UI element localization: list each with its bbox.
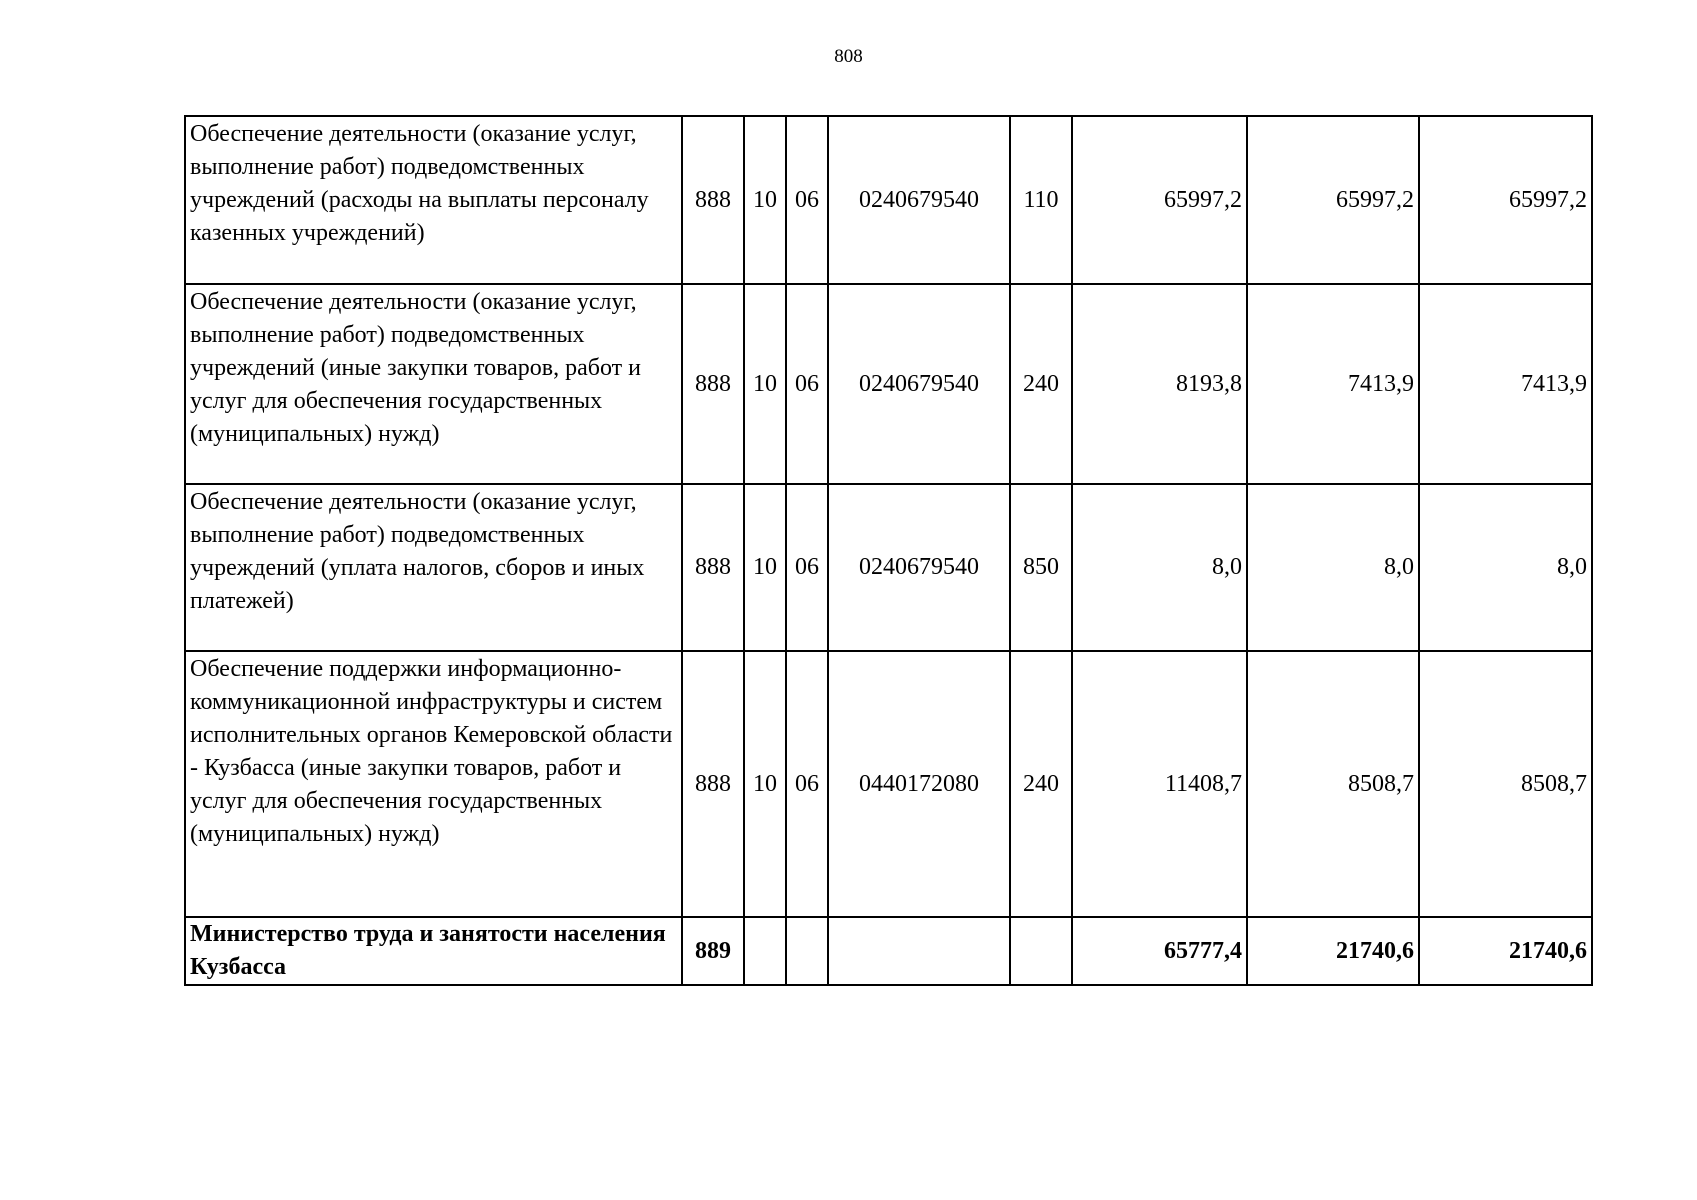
row-sum2: 7413,9 (1247, 284, 1419, 484)
row-pr: 06 (786, 484, 828, 651)
row-name: Обеспечение поддержки информационно-коммуникационной инфраструктуры и систем исполнительных органов Кемеровской области - Кузбасса (иные закупки товаров, работ и услуг для обеспечения государственных (муниципальных) нужд) (185, 651, 682, 917)
row-name: Обеспечение деятельности (оказание услуг, выполнение работ) подведомственных учреждений (расходы на выплаты персоналу казенных учреждений) (185, 116, 682, 284)
row-name: Обеспечение деятельности (оказание услуг, выполнение работ) подведомственных учреждений (иные закупки товаров, работ и услуг для обеспечения государственных (муниципальных) нужд) (185, 284, 682, 484)
table-row (185, 484, 1592, 651)
table-row (185, 284, 1592, 484)
page-number: 808 (834, 46, 863, 67)
row-vr: 850 (1010, 484, 1072, 651)
row-sum3: 7413,9 (1419, 284, 1592, 484)
row-sum3: 21740,6 (1419, 917, 1592, 985)
table-row (185, 116, 1592, 284)
row-sum1: 11408,7 (1072, 651, 1247, 917)
row-name: Обеспечение деятельности (оказание услуг, выполнение работ) подведомственных учреждений (уплата налогов, сборов и иных платежей) (185, 484, 682, 651)
row-sum1: 8,0 (1072, 484, 1247, 651)
row-csr (828, 917, 1010, 985)
row-gr: 888 (682, 116, 744, 284)
row-pr: 06 (786, 651, 828, 917)
row-csr: 0440172080 (828, 651, 1010, 917)
row-sum3: 8508,7 (1419, 651, 1592, 917)
row-name: Министерство труда и занятости населения Кузбасса (185, 917, 682, 985)
row-vr: 110 (1010, 116, 1072, 284)
table-row (185, 651, 1592, 917)
row-vr: 240 (1010, 651, 1072, 917)
row-sum3: 65997,2 (1419, 116, 1592, 284)
row-sum2: 8508,7 (1247, 651, 1419, 917)
row-sum1: 65777,4 (1072, 917, 1247, 985)
table-row-total (185, 917, 1592, 985)
row-gr: 888 (682, 484, 744, 651)
row-rz (744, 917, 786, 985)
row-gr: 888 (682, 651, 744, 917)
row-sum1: 65997,2 (1072, 116, 1247, 284)
row-sum1: 8193,8 (1072, 284, 1247, 484)
row-sum2: 8,0 (1247, 484, 1419, 651)
row-vr: 240 (1010, 284, 1072, 484)
row-sum3: 8,0 (1419, 484, 1592, 651)
row-csr: 0240679540 (828, 284, 1010, 484)
row-pr: 06 (786, 116, 828, 284)
row-sum2: 21740,6 (1247, 917, 1419, 985)
row-rz: 10 (744, 116, 786, 284)
row-gr: 888 (682, 284, 744, 484)
budget-table (184, 115, 1593, 986)
row-csr: 0240679540 (828, 484, 1010, 651)
row-gr: 889 (682, 917, 744, 985)
row-rz: 10 (744, 651, 786, 917)
row-pr: 06 (786, 284, 828, 484)
row-pr (786, 917, 828, 985)
row-vr (1010, 917, 1072, 985)
row-sum2: 65997,2 (1247, 116, 1419, 284)
row-csr: 0240679540 (828, 116, 1010, 284)
row-rz: 10 (744, 484, 786, 651)
row-rz: 10 (744, 284, 786, 484)
